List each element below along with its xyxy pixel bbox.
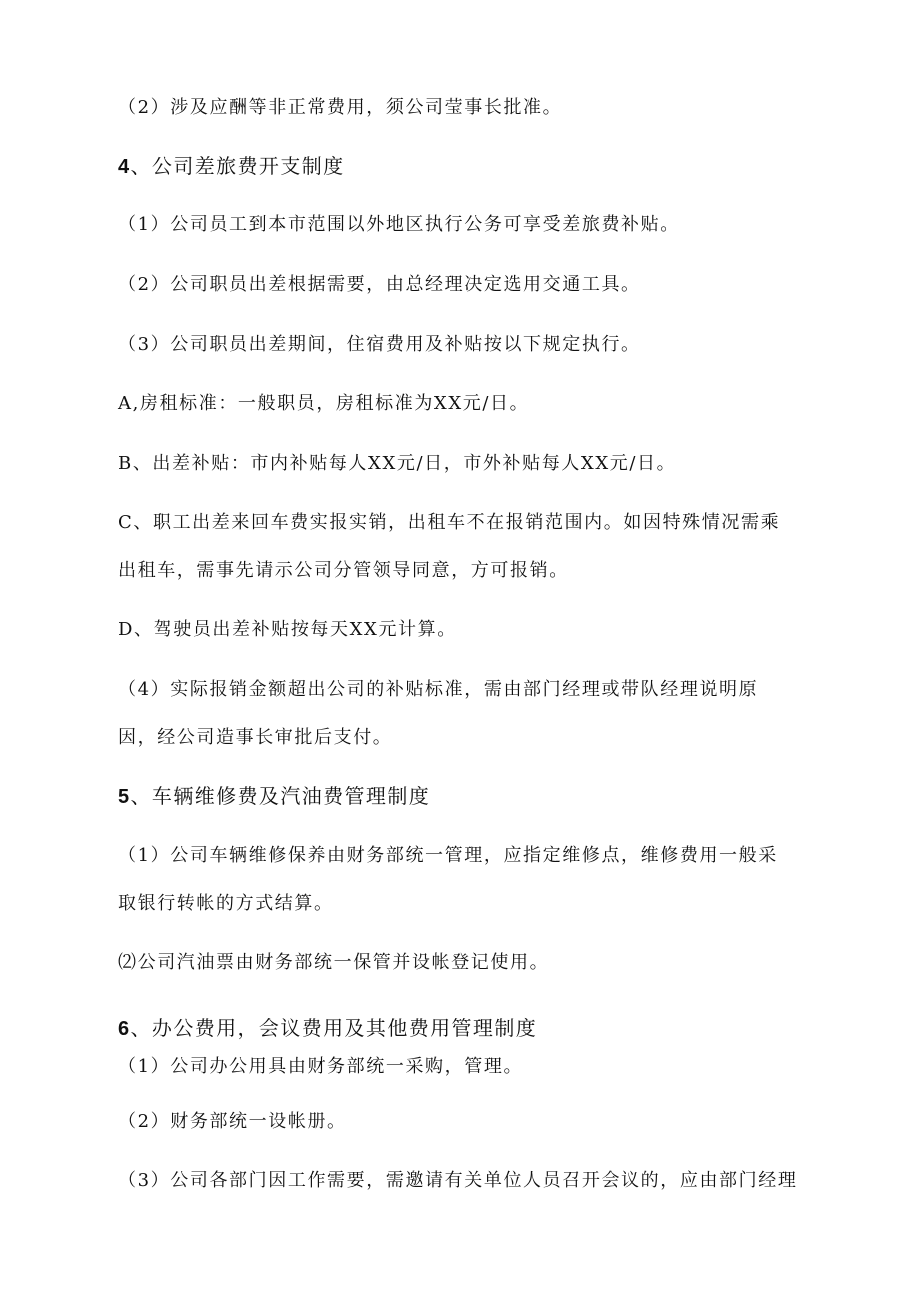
- section-title: 、公司差旅费开支制度: [130, 154, 345, 178]
- section-title: 、办公费用，会议费用及其他费用管理制度: [130, 1016, 538, 1040]
- paragraph-line: 取银行转帐的方式结算。: [118, 893, 334, 914]
- section-number: 5: [118, 786, 131, 808]
- paragraph-line: （2）涉及应酬等非正常费用，须公司莹事长批准。: [118, 97, 563, 118]
- section-heading-5: [118, 784, 430, 809]
- paragraph-line: 出租车，需事先请示公司分管领导同意，方可报销。: [118, 560, 569, 581]
- section-number: 4: [118, 156, 131, 178]
- paragraph-line: （1）公司员工到本市范围以外地区执行公务可享受差旅费补贴。: [118, 214, 680, 235]
- paragraph-line: D、驾驶员出差补贴按每天XX元计算。: [118, 619, 457, 640]
- paragraph-line: （1）公司办公用具由财务部统一采购，管理。: [118, 1056, 524, 1077]
- paragraph-line: 因，经公司造事长审批后支付。: [118, 727, 393, 748]
- paragraph-line: C、职工出差来回车费实报实销，出租车不在报销范围内。如因特殊情况需乘: [118, 512, 781, 533]
- section-number: 6: [118, 1018, 131, 1040]
- paragraph-line: （2）财务部统一设帐册。: [118, 1111, 347, 1132]
- paragraph-line: （3）公司职员出差期间，住宿费用及补贴按以下规定执行。: [118, 334, 641, 355]
- section-title: 、车辆维修费及汽油费管理制度: [130, 784, 431, 808]
- section-heading-6: [118, 1016, 537, 1041]
- paragraph-line: （2）公司职员出差根据需要，由总经理决定选用交通工具。: [118, 274, 641, 295]
- paragraph-line: （3）公司各部门因工作需要，需邀请有关单位人员召开会议的，应由部门经理: [118, 1170, 798, 1191]
- paragraph-line: ⑵公司汽油票由财务部统一保管并设帐登记使用。: [118, 952, 550, 973]
- section-heading-4: [118, 154, 345, 179]
- paragraph-line: （4）实际报销金额超出公司的补贴标准，需由部门经理或带队经理说明原: [118, 679, 759, 700]
- paragraph-line: B、出差补贴：市内补贴每人XX元/日，市外补贴每人XX元/日。: [118, 453, 677, 474]
- paragraph-line: A,房租标准：一般职员，房租标准为XX元/日。: [118, 393, 530, 414]
- paragraph-line: （1）公司车辆维修保养由财务部统一管理，应指定维修点，维修费用一般采: [118, 845, 778, 866]
